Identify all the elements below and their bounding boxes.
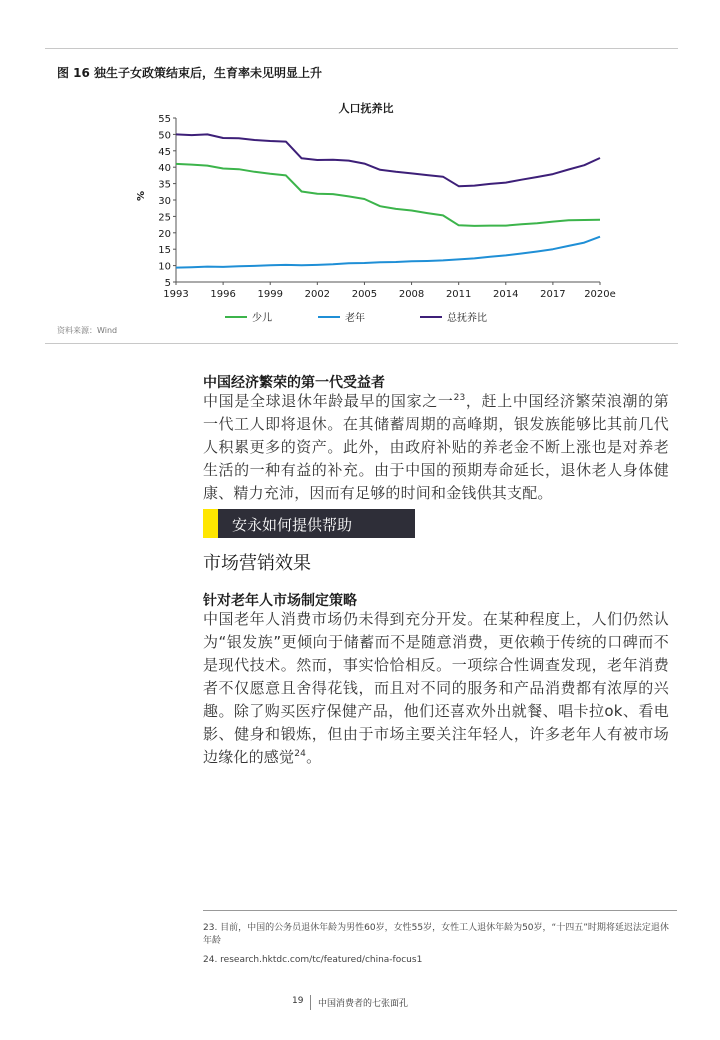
x-tick-label: 2011: [445, 289, 472, 300]
footnotes: [203, 922, 669, 973]
page-number: 19: [292, 996, 304, 1006]
x-tick-label: 2008: [398, 289, 425, 300]
section2-paragraph: [203, 608, 669, 769]
footnote-23: 23. 目前，中国的公务员退休年龄为男性60岁，女性55岁，女性工人退休年龄为50岁，“十四五”时期将延迟法定退休年龄: [203, 923, 669, 946]
section1-text-rest: ，赶上中国经济繁荣浪潮的第一代工人即将退休。在其储蓄周期的高峰期，银发族能够比其前几代人积累更多的资产。此外，由政府补贴的养老金不断上涨也是对养老生活的一种有益的补充。由于中国的预期寿命延长，退休老人身体健康、精力充沛，因而有足够的时间和金钱供其支配。: [203, 392, 669, 502]
series-line-1: [176, 237, 600, 268]
y-tick-label: 45: [158, 146, 171, 158]
legend-label-2: 总抚养比: [447, 313, 487, 324]
x-axis-ticks: [163, 282, 616, 300]
x-tick-label: 2020e: [584, 289, 616, 300]
x-tick-label: 2014: [493, 289, 519, 300]
x-tick-label: 1999: [257, 289, 283, 300]
x-tick-label: 1993: [163, 289, 189, 300]
x-tick-label: 1996: [210, 289, 236, 300]
x-tick-label: 2017: [540, 289, 566, 300]
y-tick-label: 30: [158, 196, 171, 207]
y-tick-label: 20: [158, 228, 171, 240]
section1-paragraph: [203, 390, 669, 505]
footnote-ref-23: 23: [453, 393, 466, 403]
legend-label-1: 老年: [345, 313, 365, 324]
footer-separator: [310, 995, 311, 1010]
section2-heading: 针对老年人市场制定策略: [203, 593, 357, 609]
series-line-0: [176, 164, 600, 226]
footer-doc-title: 中国消费者的七张面孔: [318, 999, 409, 1009]
y-tick-label: 55: [158, 114, 171, 125]
x-tick-label: 2005: [351, 289, 378, 300]
section1-text: 中国是全球退休年龄最早的国家之一: [203, 392, 454, 410]
footnote-24[interactable]: 24. research.hktdc.com/tc/featured/china-focus1: [203, 955, 423, 965]
subsection-title: 市场营销效果: [203, 553, 311, 574]
y-tick-label: 40: [158, 163, 171, 175]
y-axis-label: %: [136, 190, 147, 202]
legend-label-0: 少儿: [252, 313, 272, 324]
footnote-ref-24: 24: [294, 749, 307, 759]
series-line-2: [176, 134, 600, 186]
chart-source: 资料来源：Wind: [57, 326, 118, 335]
figure-bottom-rule: [45, 343, 678, 344]
chart-title: 人口抚养比: [338, 102, 394, 115]
section-banner-title: 安永如何提供帮助: [232, 516, 353, 534]
y-tick-label: 35: [158, 179, 171, 191]
footnote-rule: [203, 910, 677, 911]
figure-title: 图 16 独生子女政策结束后，生育率未见明显上升: [57, 66, 323, 80]
chart-legend: [225, 311, 487, 324]
y-tick-label: 10: [158, 261, 171, 273]
top-rule: [45, 48, 678, 49]
y-tick-label: 15: [158, 245, 171, 257]
y-tick-label: 25: [158, 212, 171, 224]
dependency-ratio-chart: [130, 95, 616, 330]
series-lines: [176, 134, 600, 267]
y-tick-label: 50: [158, 130, 171, 142]
section2-text-end: 。: [306, 748, 322, 766]
x-tick-label: 2002: [304, 289, 331, 300]
section-banner: [203, 509, 415, 538]
section1-heading: 中国经济繁荣的第一代受益者: [203, 375, 385, 391]
y-tick-label: 5: [164, 278, 171, 289]
section2-text: 中国老年人消费市场仍未得到充分开发。在某种程度上，人们仍然认为“银发族”更倾向于储蓄而不是随意消费，更依赖于传统的口碑而不是现代技术。然而，事实恰恰相反。一项综合性调查发现，老年消费者不仅愿意且舍得花钱，而且对不同的服务和产品消费都有浓厚的兴趣。除了购买医疗保健产品，他们还喜欢外出就餐、唱卡拉ok、看电影、健身和锻炼，但由于市场主要关注年轻人，许多老年人有被市场边缘化的感觉: [203, 610, 669, 766]
y-axis-ticks: [158, 114, 176, 289]
page-footer: [0, 995, 720, 1011]
